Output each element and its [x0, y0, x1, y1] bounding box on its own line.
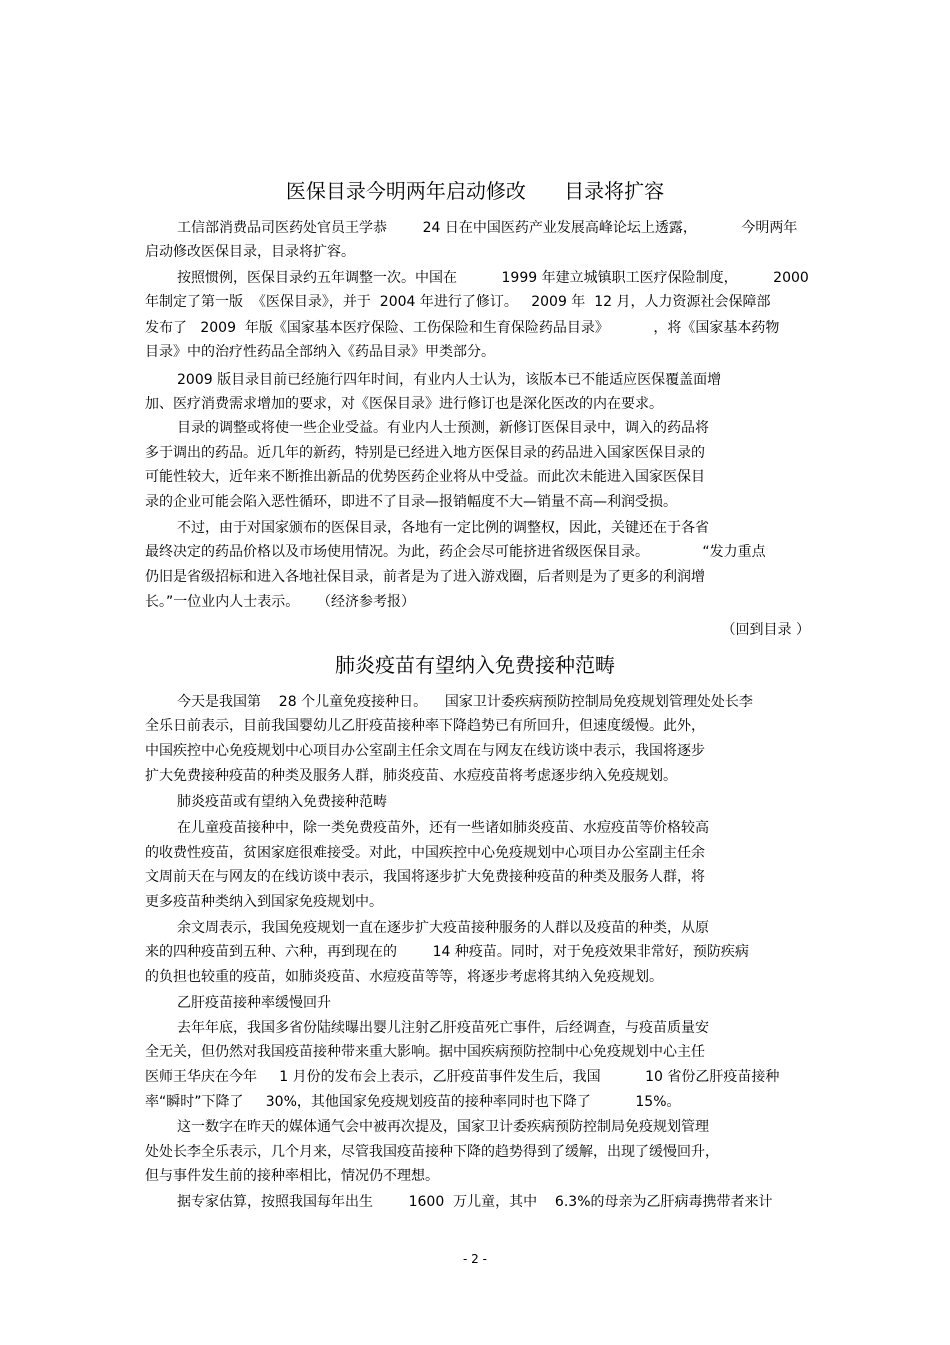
article1-line: 年制定了第一版 《医保目录》，并于 2004 年进行了修订。 2009 年 12 月，人力资源社会保障部: [145, 294, 771, 310]
article1-line: 目录的调整或将使一些企业受益。有业内人士预测，新修订医保目录中，调入的药品将: [177, 420, 709, 436]
article2-line: 医师王华庆在今年 1 月份的发布会上表示，乙肝疫苗事件发生后，我国 10 省份乙肝疫苗接种: [145, 1069, 780, 1085]
article2-line: 的收费性疫苗，贫困家庭很难接受。对此，中国疾控中心免疫规划中心项目办公室副主任余: [145, 845, 705, 861]
article2-subheading: 肺炎疫苗或有望纳入免费接种范畴: [177, 794, 387, 810]
article1-line: 录的企业可能会陷入恶性循环，即进不了目录—报销幅度不大—销量不高—利润受损。: [145, 494, 677, 510]
article2-subheading: 乙肝疫苗接种率缓慢回升: [177, 995, 331, 1011]
article1-line: 多于调出的药品。近几年的新药，特别是已经进入地方医保目录的药品进入国家医保目录的: [145, 445, 705, 461]
article2-line: 在儿童疫苗接种中，除一类免费疫苗外，还有一些诸如肺炎疫苗、水痘疫苗等价格较高: [177, 820, 709, 836]
article2-line: 去年年底，我国多省份陆续曝出婴儿注射乙肝疫苗死亡事件，后经调查，与疫苗质量安: [177, 1020, 709, 1036]
article1-line: 仍旧是省级招标和进入各地社保目录，前者是为了进入游戏圈，后者则是为了更多的利润增: [145, 569, 705, 585]
article1-line: 发布了 2009 年版《国家基本医疗保险、工伤保险和生育保险药品目录》 ，将《国家基本药物: [145, 320, 780, 336]
article2-line: 率“瞬时”下降了 30%，其他国家免疫规划疫苗的接种率同时也下降了 15%。: [145, 1094, 681, 1110]
article2-line: 来的四种疫苗到五种、六种，再到现在的 14 种疫苗。同时，对于免疫效果非常好，预防疾病: [145, 944, 749, 960]
article1-line: 按照惯例，医保目录约五年调整一次。中国在 1999 年建立城镇职工医疗保险制度， 2000: [177, 270, 809, 286]
article1-line: 工信部消费品司医药处官员王学恭 24 日在中国医药产业发展高峰论坛上透露， 今明两年: [177, 220, 798, 236]
article1-line: 不过，由于对国家颁布的医保目录，各地有一定比例的调整权，因此，关键还在于各省: [177, 520, 709, 536]
article2-line: 余文周表示，我国免疫规划一直在逐步扩大疫苗接种服务的人群以及疫苗的种类，从原: [177, 920, 709, 936]
back-to-contents-link[interactable]: （回到目录 ）: [721, 622, 810, 638]
article2-line: 处处长李全乐表示，几个月来，尽管我国疫苗接种下降的趋势得到了缓解，出现了缓慢回升，: [145, 1144, 719, 1160]
article2-line: 这一数字在昨天的媒体通气会中被再次提及，国家卫计委疾病预防控制局免疫规划管理: [177, 1119, 709, 1135]
article2-line: 全乐日前表示，目前我国婴幼儿乙肝疫苗接种率下降趋势已有所回升，但速度缓慢。此外，: [145, 718, 705, 734]
article2-line: 今天是我国第 28 个儿童免疫接种日。 国家卫计委疾病预防控制局免疫规划管理处处长李: [177, 694, 753, 710]
page-number: - 2 -: [463, 1252, 487, 1266]
article1-line: 启动修改医保目录，目录将扩容。: [145, 244, 355, 260]
article2-title: 肺炎疫苗有望纳入免费接种范畴: [335, 653, 615, 677]
article2-line: 中国疾控中心免疫规划中心项目办公室副主任余文周在与网友在线访谈中表示，我国将逐步: [145, 743, 705, 759]
article1-line: 2009 版目录目前已经施行四年时间，有业内人士认为，该版本已不能适应医保覆盖面增: [177, 372, 722, 388]
article2-line: 据专家估算，按照我国每年出生 1600 万儿童，其中 6.3%的母亲为乙肝病毒携带者来计: [177, 1194, 773, 1210]
article1-line: 目录》中的治疗性药品全部纳入《药品目录》甲类部分。: [145, 344, 495, 360]
article1-line: 加、医疗消费需求增加的要求，对《医保目录》进行修订也是深化医改的内在要求。: [145, 396, 663, 412]
article1-title: 医保目录今明两年启动修改 目录将扩容: [285, 179, 665, 203]
article2-line: 扩大免费接种疫苗的种类及服务人群，肺炎疫苗、水痘疫苗将考虑逐步纳入免疫规划。: [145, 768, 677, 784]
article2-line: 但与事件发生前的接种率相比，情况仍不理想。: [145, 1168, 439, 1184]
article2-line: 全无关，但仍然对我国疫苗接种带来重大影响。据中国疾病预防控制中心免疫规划中心主任: [145, 1044, 705, 1060]
article2-line: 文周前天在与网友的在线访谈中表示，我国将逐步扩大免费接种疫苗的种类及服务人群，将: [145, 869, 705, 885]
article1-line: 长。”一位业内人士表示。 （经济参考报）: [145, 594, 416, 610]
article2-line: 的负担也较重的疫苗，如肺炎疫苗、水痘疫苗等等，将逐步考虑将其纳入免疫规划。: [145, 969, 663, 985]
article1-line: 可能性较大，近年来不断推出新品的优势医药企业将从中受益。而此次未能进入国家医保目: [145, 469, 705, 485]
article2-line: 更多疫苗种类纳入到国家免疫规划中。: [145, 894, 383, 910]
article1-line: 最终决定的药品价格以及市场使用情况。为此，药企会尽可能挤进省级医保目录。 “发力重点: [145, 544, 766, 560]
